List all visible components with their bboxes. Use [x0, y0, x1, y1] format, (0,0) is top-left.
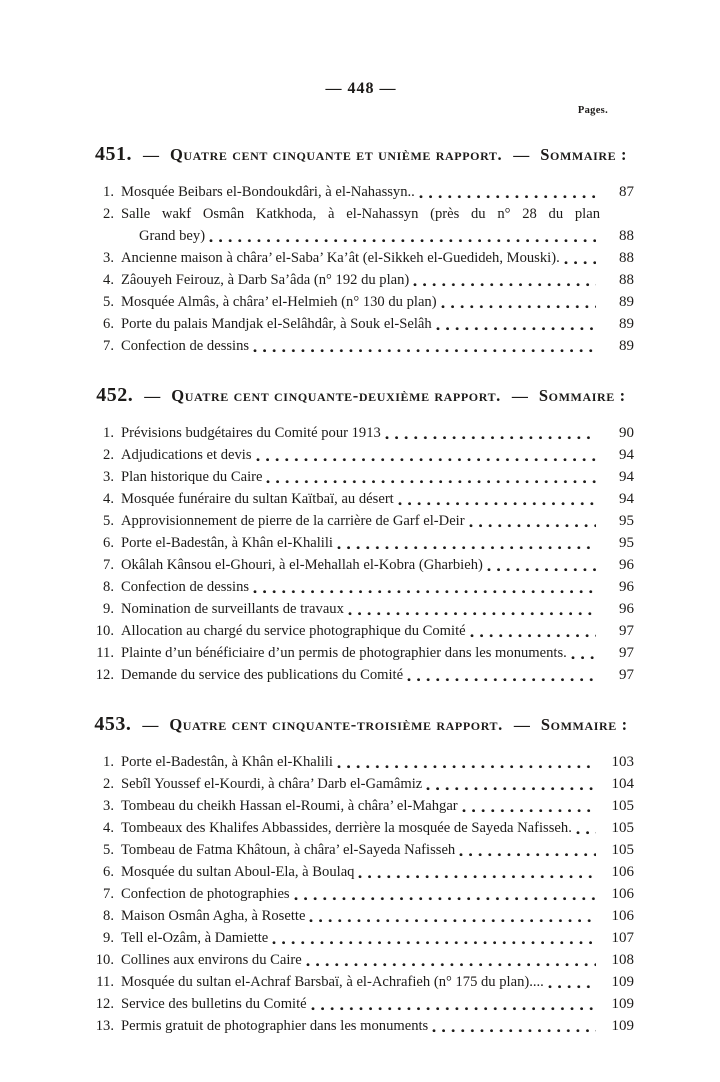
dot-leader [407, 678, 596, 682]
entry-number: 2. [103, 776, 114, 792]
entry-page-number: 89 [619, 338, 634, 354]
entry-page-number: 94 [619, 447, 634, 463]
entry-title: Ancienne maison à châra’ el-Saba’ Ka’ât (el-Sikkeh el-Guedideh, Mouski). [121, 250, 560, 266]
entry-title: Porte el-Badestân, à Khân el-Khalili [121, 535, 333, 551]
entry-number: 10. [95, 952, 114, 968]
dot-leader [311, 1007, 596, 1011]
entry-body [121, 861, 600, 883]
entry-body [121, 554, 600, 576]
dot-leader [469, 524, 596, 528]
entry-number: 11. [96, 645, 114, 661]
dot-leader [253, 349, 596, 353]
entry-number: 1. [103, 754, 114, 770]
dot-leader [419, 195, 596, 199]
entry-title: Permis gratuit de photographier dans les monuments [121, 1018, 429, 1034]
toc-entry [88, 532, 634, 554]
entry-body [121, 993, 600, 1015]
entry-number: 5. [103, 842, 114, 858]
heading-dash: — [511, 388, 528, 405]
entry-page-number: 105 [611, 798, 634, 814]
entry-title: Porte du palais Mandjak el-Selâhdâr, à Souk el-Selâh [121, 316, 432, 332]
entry-body [121, 839, 600, 861]
entry-title: Porte el-Badestân, à Khân el-Khalili [121, 754, 333, 770]
toc-entry [88, 269, 634, 291]
heading-dash: — [513, 147, 530, 164]
entry-number: 10. [95, 623, 114, 639]
entry-title: Tombeau du cheikh Hassan el-Roumi, à châra’ el-Mahgar [121, 798, 458, 814]
dot-leader [337, 546, 596, 550]
toc-entry [88, 839, 634, 861]
dot-leader [253, 590, 596, 594]
entry-page-number: 109 [611, 996, 634, 1012]
entry-body [121, 576, 600, 598]
folio-number: — 448 — [325, 80, 397, 97]
entry-body [121, 466, 600, 488]
entry-page-number: 95 [619, 535, 634, 551]
toc-entry [88, 949, 634, 971]
report-section [88, 140, 634, 357]
dot-leader [256, 458, 596, 462]
entry-title: Approvisionnement de pierre de la carrière de Garf el-Deir [121, 513, 465, 529]
entry-title: Demande du service des publications du Comité [121, 667, 404, 683]
dot-leader [309, 919, 596, 923]
pages-column-label: Pages. [577, 105, 608, 116]
entry-page-number: 106 [611, 908, 634, 924]
toc-entry [88, 817, 634, 839]
entry-title: Plainte d’un bénéficiaire d’un permis de photographier dans les monuments. [121, 645, 567, 661]
dot-leader [294, 897, 596, 901]
dot-leader [432, 1029, 596, 1033]
entry-body [121, 313, 600, 335]
entry-title: Zâouyeh Feirouz, à Darb Sa’âda (n° 192 du plan) [121, 272, 410, 288]
entry-number: 4. [103, 491, 114, 507]
entry-title: Collines aux environs du Caire [121, 952, 302, 968]
entry-list [88, 422, 634, 686]
dot-leader [266, 480, 596, 484]
entry-page-number: 105 [611, 820, 634, 836]
entry-body [121, 203, 600, 247]
entry-page-number: 96 [619, 601, 634, 617]
entry-number: 11. [96, 974, 114, 990]
toc-entry [88, 993, 634, 1015]
entry-page-number: 94 [619, 491, 634, 507]
entry-title: Plan historique du Caire [121, 469, 263, 485]
toc-entry [88, 335, 634, 357]
toc-entry [88, 598, 634, 620]
entry-number: 1. [103, 425, 114, 441]
entry-page-number: 109 [611, 1018, 634, 1034]
entry-list [88, 751, 634, 1037]
entry-body [121, 927, 600, 949]
entry-page-number: 97 [619, 645, 634, 661]
entry-number: 5. [103, 513, 114, 529]
entry-body [121, 949, 600, 971]
entry-number: 8. [103, 579, 114, 595]
entry-title: Tell el-Ozâm, à Damiette [121, 930, 269, 946]
section-number: 452. [96, 384, 134, 406]
entry-number: 2. [103, 447, 114, 463]
dot-leader [470, 634, 596, 638]
dot-leader [348, 612, 596, 616]
toc-entry [88, 444, 634, 466]
entry-number: 6. [103, 535, 114, 551]
dot-leader [487, 568, 596, 572]
dot-leader [548, 985, 596, 989]
dot-leader [272, 941, 596, 945]
entry-title: Sebîl Youssef el-Kourdi, à châra’ Darb el-Gamâmiz [121, 776, 423, 792]
heading-dash: — [513, 717, 530, 734]
entry-body [121, 620, 600, 642]
dot-leader [358, 875, 596, 879]
dot-leader [462, 809, 596, 813]
dot-leader [441, 305, 596, 309]
entry-number: 8. [103, 908, 114, 924]
entry-title: Mosquée Beibars el-Bondoukdâri, à el-Nahassyn.. [121, 184, 415, 200]
dot-leader [576, 831, 596, 835]
entry-number: 3. [103, 250, 114, 266]
toc-entry [88, 795, 634, 817]
entry-title: Salle wakf Osmân Katkhoda, à el-Nahassyn (près du n° 28 du plan [121, 206, 600, 222]
toc-entry [88, 664, 634, 686]
dot-leader [436, 327, 596, 331]
entry-page-number: 97 [619, 623, 634, 639]
entry-title: Confection de dessins [121, 338, 250, 354]
entry-title: Tombeau de Fatma Khâtoun, à châra’ el-Sayeda Nafisseh [121, 842, 456, 858]
entry-page-number: 96 [619, 557, 634, 573]
entry-title: Confection de photographies [121, 886, 290, 902]
entry-body [121, 247, 600, 269]
entry-title: Confection de dessins [121, 579, 250, 595]
dot-leader [306, 963, 596, 967]
entry-page-number: 107 [611, 930, 634, 946]
toc-entry [88, 466, 634, 488]
dot-leader [209, 239, 596, 243]
entry-number: 12. [95, 996, 114, 1012]
entry-body [121, 1015, 600, 1037]
entry-page-number: 106 [611, 864, 634, 880]
entry-body [121, 883, 600, 905]
toc-entry [88, 861, 634, 883]
entry-title: Mosquée du sultan el-Achraf Barsbaï, à el-Achrafieh (n° 175 du plan).... [121, 974, 544, 990]
entry-page-number: 88 [619, 250, 634, 266]
entry-title: Allocation au chargé du service photographique du Comité [121, 623, 466, 639]
entry-title: Mosquée funéraire du sultan Kaïtbaï, au désert [121, 491, 394, 507]
section-number: 453. [94, 713, 132, 735]
dot-leader [459, 853, 596, 857]
entry-page-number: 90 [619, 425, 634, 441]
dot-leader [413, 283, 596, 287]
sommaire-label: Sommaire : [538, 386, 626, 405]
entry-number: 4. [103, 272, 114, 288]
section-heading [88, 140, 634, 167]
entry-body [121, 532, 600, 554]
entry-number: 6. [103, 864, 114, 880]
dot-leader [426, 787, 596, 791]
entry-body [121, 444, 600, 466]
entry-page-number: 104 [611, 776, 634, 792]
entry-body [121, 664, 600, 686]
section-heading [88, 710, 634, 737]
entry-title: Mosquée Almâs, à châra’ el-Helmieh (n° 130 du plan) [121, 294, 437, 310]
entry-title: Maison Osmân Agha, à Rosette [121, 908, 306, 924]
entry-page-number: 103 [611, 754, 634, 770]
section-title: Quatre cent cinquante-deuxième rapport. [171, 386, 501, 405]
entry-title: Mosquée du sultan Aboul-Ela, à Boulaq [121, 864, 355, 880]
entry-page-number: 88 [619, 228, 634, 244]
report-section [88, 710, 634, 1037]
entry-number: 5. [103, 294, 114, 310]
entry-title: Nomination de surveillants de travaux [121, 601, 344, 617]
entry-number: 1. [103, 184, 114, 200]
entry-number: 9. [103, 930, 114, 946]
entry-body [121, 181, 600, 203]
entry-title-line2: Grand bey) [139, 228, 206, 244]
entry-body [121, 598, 600, 620]
entry-body [121, 971, 600, 993]
entry-page-number: 109 [611, 974, 634, 990]
entry-title: Tombeaux des Khalifes Abbassides, derrière la mosquée de Sayeda Nafisseh. [121, 820, 572, 836]
entry-body [121, 795, 600, 817]
entry-page-number: 95 [619, 513, 634, 529]
entry-title: Adjudications et devis [121, 447, 252, 463]
toc-entry [88, 620, 634, 642]
entry-list [88, 181, 634, 357]
sommaire-label: Sommaire : [540, 715, 628, 734]
entry-page-number: 89 [619, 316, 634, 332]
entry-number: 9. [103, 601, 114, 617]
entry-number: 7. [103, 338, 114, 354]
dot-leader [398, 502, 596, 506]
toc-entry [88, 510, 634, 532]
section-title: Quatre cent cinquante et unième rapport. [169, 145, 503, 164]
toc-entry [88, 203, 634, 247]
entry-title: Service des bulletins du Comité [121, 996, 307, 1012]
entry-page-number: 94 [619, 469, 634, 485]
entry-body [121, 269, 600, 291]
toc-entry [88, 488, 634, 510]
sommaire-label: Sommaire : [540, 145, 628, 164]
entry-number: 4. [103, 820, 114, 836]
dot-leader [337, 765, 596, 769]
entry-number: 12. [95, 667, 114, 683]
entry-page-number: 97 [619, 667, 634, 683]
entry-page-number: 105 [611, 842, 634, 858]
dot-leader [571, 656, 596, 660]
entry-body [121, 773, 600, 795]
toc-entry [88, 642, 634, 664]
entry-body [121, 642, 600, 664]
toc-entry [88, 1015, 634, 1037]
entry-number: 7. [103, 886, 114, 902]
entry-page-number: 96 [619, 579, 634, 595]
toc-entry [88, 751, 634, 773]
toc-entry [88, 905, 634, 927]
entry-body [121, 510, 600, 532]
toc-entry [88, 181, 634, 203]
toc-entry [88, 576, 634, 598]
heading-dash: — [142, 147, 159, 164]
sections [88, 140, 634, 1037]
entry-page-number: 106 [611, 886, 634, 902]
entry-number: 6. [103, 316, 114, 332]
toc-entry [88, 883, 634, 905]
entry-title: Okâlah Kânsou el-Ghouri, à el-Mehallah el-Kobra (Gharbieh) [121, 557, 483, 573]
entry-number: 7. [103, 557, 114, 573]
heading-dash: — [144, 388, 161, 405]
section-heading [88, 381, 634, 408]
dot-leader [385, 436, 596, 440]
entry-number: 2. [103, 206, 114, 222]
dot-leader [564, 261, 596, 265]
entry-body [121, 905, 600, 927]
toc-entry [88, 971, 634, 993]
toc-entry [88, 247, 634, 269]
entry-body [121, 488, 600, 510]
entry-page-number: 87 [619, 184, 634, 200]
toc-entry [88, 773, 634, 795]
entry-title-continuation [121, 225, 600, 247]
report-section [88, 381, 634, 686]
toc-entry [88, 927, 634, 949]
heading-dash: — [142, 717, 159, 734]
entry-page-number: 108 [611, 952, 634, 968]
entry-body [121, 751, 600, 773]
toc-entry [88, 313, 634, 335]
entry-number: 3. [103, 469, 114, 485]
entry-number: 13. [95, 1018, 114, 1034]
toc-entry [88, 554, 634, 576]
toc-entry [88, 422, 634, 444]
entry-body [121, 422, 600, 444]
section-number: 451. [94, 143, 132, 165]
entry-body [121, 335, 600, 357]
entry-page-number: 88 [619, 272, 634, 288]
entry-number: 3. [103, 798, 114, 814]
entry-page-number: 89 [619, 294, 634, 310]
entry-title: Prévisions budgétaires du Comité pour 1913 [121, 425, 381, 441]
entry-body [121, 291, 600, 313]
toc-entry [88, 291, 634, 313]
section-title: Quatre cent cinquante-troisième rapport. [169, 715, 503, 734]
entry-body [121, 817, 600, 839]
